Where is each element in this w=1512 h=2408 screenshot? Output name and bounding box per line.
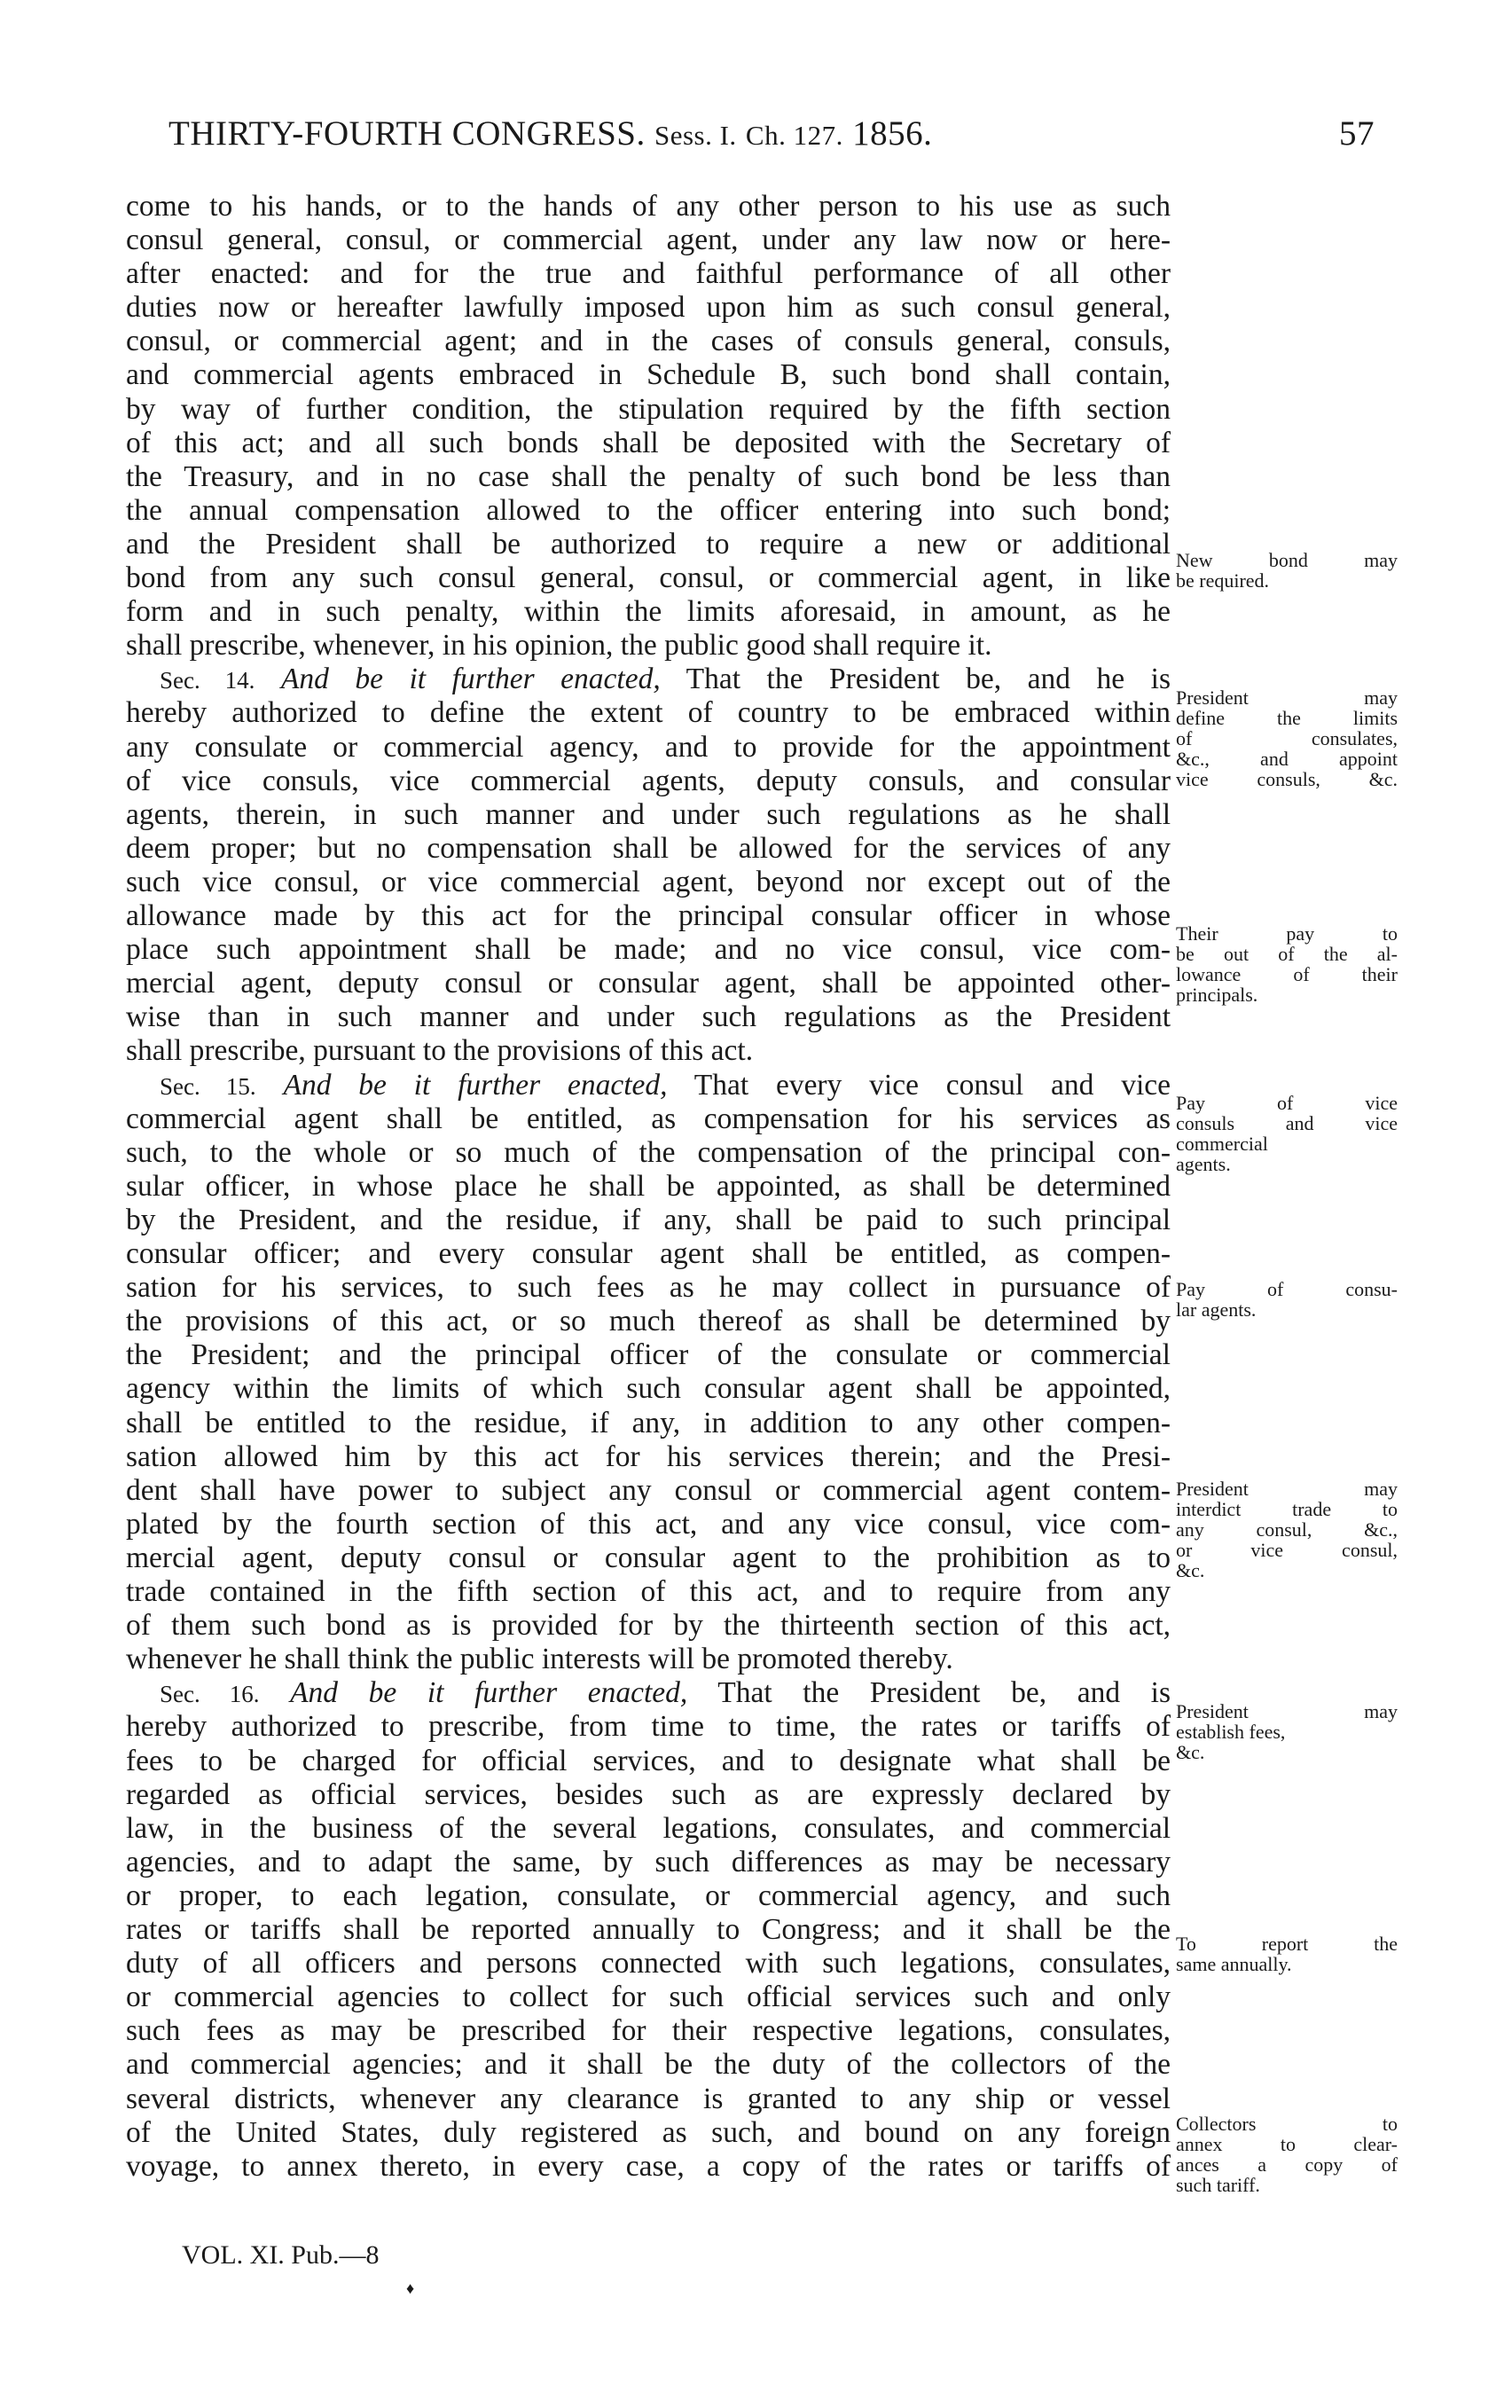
text-line: hereby authorized to prescribe, from time to time, the rates or tariffs of [126,1710,1171,1743]
text-line: duty of all officers and persons connected with such legations, consulates, [126,1947,1171,1980]
margin-note-line: Pay of vice [1176,1092,1398,1114]
text-line: the provisions of this act, or so much thereof as shall be determined by [126,1305,1171,1337]
enacting-clause: And be it further enacted, [283,1069,668,1102]
text-line: agencies, and to adapt the same, by such differences as may be necessary [126,1846,1171,1879]
text-line: the President; and the principal officer of the consulate or commercial [126,1338,1171,1371]
text-line: sular officer, in whose place he shall be appointed, as shall be determined [126,1170,1171,1203]
text-line: and commercial agents embraced in Schedule B, such bond shall contain, [126,358,1171,391]
text-line: place such appointment shall be made; and no vice consul, vice com- [126,933,1171,966]
printer-mark: ♦ [406,2279,415,2297]
margin-note-line: establish fees, [1176,1721,1286,1743]
margin-note-line: principals. [1176,984,1258,1006]
text-line: or commercial agencies to collect for such official services such and only [126,1981,1171,2013]
margin-note-line: Pay of consu- [1176,1278,1398,1300]
text-line: or proper, to each legation, consulate, or commercial agency, and such [126,1879,1171,1912]
text-span: That every vice consul and vice [693,1069,1171,1102]
text-line: hereby authorized to define the extent of country to be embraced within [126,696,1171,729]
page-header [168,114,1375,167]
section-label: Sec. 14. [160,667,255,694]
text-line: such vice consul, or vice commercial agent, beyond nor except out of the [126,866,1171,898]
text-line: mercial agent, deputy consul or consular agent, shall be appointed other- [126,967,1171,1000]
text-line: the Treasury, and in no case shall the penalty of such bond be less than [126,460,1171,493]
text-line: plated by the fourth section of this act, and any vice consul, vice com- [126,1508,1171,1541]
text-line: duties now or hereafter lawfully imposed upon him as such consul general, [126,291,1171,324]
text-line: whenever he shall think the public interests will be promoted thereby. [126,1643,953,1675]
text-line: trade contained in the fifth section of this act, and to require from any [126,1575,1171,1608]
margin-note-line: such tariff. [1176,2174,1260,2196]
text-line: bond from any such consul general, consul, or commercial agent, in like [126,561,1171,594]
margin-note-line: lar agents. [1176,1298,1257,1321]
text-line: and the President shall be authorized to require a new or additional [126,528,1171,561]
text-line: such, to the whole or so much of the compensation of the principal con- [126,1136,1171,1169]
section-16-first-line [126,1676,1171,1710]
signature-mark: VOL. XI. Pub.—8 [182,2240,380,2270]
enacting-clause: And be it further enacted, [290,1676,688,1709]
enacting-clause: And be it further enacted, [280,663,661,695]
text-line: form and in such penalty, within the limits aforesaid, in amount, as he [126,595,1171,628]
margin-note-line: define the limits [1176,707,1398,729]
margin-note-line: of consulates, [1176,727,1398,749]
margin-note-line: commercial [1176,1133,1268,1155]
text-line: shall prescribe, pursuant to the provisions of this act. [126,1034,754,1067]
margin-note-line: lowance of their [1176,963,1398,985]
text-line: shall be entitled to the residue, if any, in addition to any other compen- [126,1407,1171,1439]
margin-note-line: agents. [1176,1153,1231,1175]
session-label: Sess. I. [654,120,737,151]
text-line: regarded as official services, besides such as are expressly declared by [126,1778,1171,1811]
margin-note-line: be out of the al- [1176,943,1398,965]
text-line: any consulate or commercial agency, and to provide for the appointment [126,731,1171,764]
margin-note-line: President may [1176,686,1398,709]
text-line: by the President, and the residue, if any, shall be paid to such principal [126,1204,1171,1236]
text-line: agency within the limits of which such consular agent shall be appointed, [126,1372,1171,1405]
margin-note-line: any consul, &c., [1176,1518,1398,1541]
chapter-label: Ch. 127. [745,120,843,151]
text-line: the annual compensation allowed to the officer entering into such bond; [126,494,1171,527]
text-line: sation allowed him by this act for his services therein; and the Presi- [126,1440,1171,1473]
text-line: commercial agent shall be entitled, as compensation for his services as [126,1102,1171,1135]
text-line: agents, therein, in such manner and under such regulations as he shall [126,798,1171,831]
margin-note-line: same annually. [1176,1953,1292,1975]
text-line: consul, or commercial agent; and in the cases of consuls general, consuls, [126,325,1171,357]
text-line: of the United States, duly registered as such, and bound on any foreign [126,2116,1171,2149]
margin-note-line: be required. [1176,569,1270,592]
text-line: sation for his services, to such fees as he may collect in pursuance of [126,1271,1171,1304]
text-line: fees to be charged for official services, and to designate what shall be [126,1745,1171,1777]
running-title [168,114,932,153]
margin-note-line: ances a copy of [1176,2153,1398,2176]
text-line: consul general, consul, or commercial agent, under any law now or here- [126,224,1171,256]
text-line: such fees as may be prescribed for their respective legations, consulates, [126,2014,1171,2047]
margin-note-line: New bond may [1176,549,1398,571]
text-line: deem proper; but no compensation shall be allowed for the services of any [126,832,1171,865]
margin-note-line: consuls and vice [1176,1112,1398,1134]
margin-note-line: &c., and appoint [1176,748,1398,770]
text-line: consular officer; and every consular agent shall be entitled, as compen- [126,1237,1171,1270]
margin-note-line: &c. [1176,1741,1205,1763]
margin-note-line: annex to clear- [1176,2133,1398,2155]
text-line: shall prescribe, whenever, in his opinion, the public good shall require it. [126,629,992,662]
text-line: mercial agent, deputy consul or consular agent to the prohibition as to [126,1541,1171,1574]
margin-note-line: Collectors to [1176,2113,1398,2135]
margin-note-line: President may [1176,1478,1398,1500]
section-15-first-line [126,1069,1171,1102]
text-line: of them such bond as is provided for by the thirteenth section of this act, [126,1609,1171,1642]
margin-note-line: &c. [1176,1559,1205,1581]
text-line: of this act; and all such bonds shall be deposited with the Secretary of [126,427,1171,459]
text-line: several districts, whenever any clearance is granted to any ship or vessel [126,2082,1171,2115]
text-line: after enacted: and for the true and faithful performance of all other [126,257,1171,290]
margin-note-line: President may [1176,1700,1398,1722]
page-number: 57 [1339,114,1375,153]
text-line: and commercial agencies; and it shall be the duty of the collectors of the [126,2048,1171,2081]
margin-note-line: Their pay to [1176,922,1398,945]
text-line: law, in the business of the several legations, consulates, and commercial [126,1812,1171,1845]
section-14-first-line [126,663,1171,696]
text-line: voyage, to annex thereto, in every case, a copy of the rates or tariffs of [126,2150,1171,2183]
text-line: come to his hands, or to the hands of any other person to his use as such [126,190,1171,223]
text-line: dent shall have power to subject any consul or commercial agent contem- [126,1474,1171,1507]
margin-note-line: interdict trade to [1176,1498,1398,1520]
text-line: allowance made by this act for the principal consular officer in whose [126,899,1171,932]
year-label: 1856. [852,114,933,153]
text-line: wise than in such manner and under such regulations as the President [126,1000,1171,1033]
margin-note-line: or vice consul, [1176,1539,1398,1561]
text-line: of vice consuls, vice commercial agents, deputy consuls, and consular [126,765,1171,797]
text-line: by way of further condition, the stipulation required by the fifth section [126,393,1171,426]
text-line: rates or tariffs shall be reported annually to Congress; and it shall be the [126,1913,1171,1946]
margin-note-line: To report the [1176,1933,1398,1955]
congress-label: THIRTY-FOURTH CONGRESS. [168,114,646,153]
text-span: That the President be, and is [717,1676,1171,1709]
section-label: Sec. 16. [160,1681,260,1707]
text-span: That the President be, and he is [685,663,1171,695]
margin-note-line: vice consuls, &c. [1176,768,1398,790]
section-label: Sec. 15. [160,1073,256,1100]
